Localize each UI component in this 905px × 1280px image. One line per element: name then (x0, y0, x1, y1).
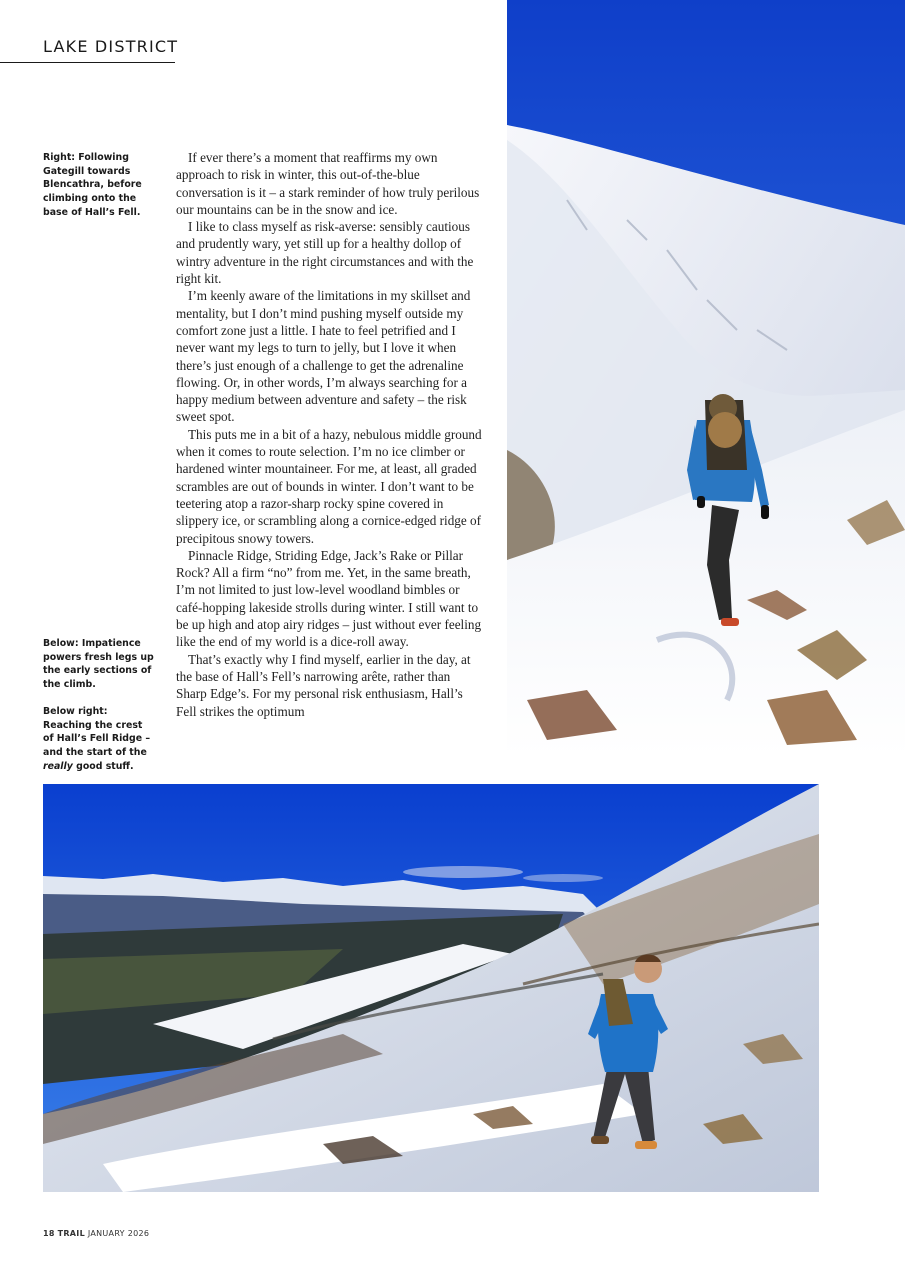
caption-right: Right: Following Gategill towards Blencathra, before climbing onto the base of Hall’s Fell. (43, 152, 142, 218)
article-paragraph: If ever there’s a moment that reaffirms my own approach to risk in winter, this out-of-the-blue conversation is it – a stark reminder of how truly perilous our mountains can be in the snow and ice. (176, 150, 480, 217)
page-footer (43, 1229, 149, 1238)
caption-below-right (43, 705, 155, 774)
issue-date: JANUARY 2026 (87, 1229, 150, 1238)
caption-below-right-text: Below right: Reaching the crest of Hall’s Fell Ridge – and the start of the (43, 706, 151, 759)
article-paragraph: That’s exactly why I find myself, earlier in the day, at the base of Hall’s Fell’s narrowing arête, rather than Sharp Edge’s. For my personal risk enthusiasm, Hall’s Fell strikes the optimum (176, 651, 471, 719)
article-paragraph: I like to class myself as risk-averse: sensibly cautious and prudently wary, yet still up for a healthy dollop of wintry adventure in the right circumstances and with the right kit. (176, 219, 474, 287)
article-paragraph: This puts me in a bit of a hazy, nebulous middle ground when it comes to route selection. I’m no ice climber or hardened winter mountaineer. For me, at least, all graded scrambles are out of bounds in winter. I don’t want to be teetering atop a razor-sharp rocky spine covered in slippery ice, or scrambling along a cornice-edged ridge of precipitous snowy towers. (176, 426, 482, 546)
caption-below: Below: Impatience powers fresh legs up the early sections of the climb. (43, 638, 154, 691)
caption-below-right-end: good stuff. (72, 760, 134, 772)
article-paragraph: Pinnacle Ridge, Striding Edge, Jack’s Rake or Pillar Rock? All a firm “no” from me. Yet, in the same breath, I’m not limited to just low-level woodland bimbles or café-hopping lakeside strolls during winter. I still want to be up high and atop airy ridges – just without ever feeling like the end of my world is a dice-roll away. (176, 547, 482, 650)
section-label: LAKE DISTRICT (43, 37, 179, 56)
magazine-name: TRAIL (57, 1229, 85, 1238)
article-paragraph: I’m keenly aware of the limitations in my skillset and mentality, but I don’t mind pushing myself outside my comfort zone just a little. I hate to feel petrified and I never want my legs to turn to jelly, but I love it when there’s just enough of a challenge to get the adrenaline flowing. Or, in other words, I’m always searching for a happy medium between adventure and safety – the risk sweet spot. (176, 288, 471, 425)
page-number: 18 (43, 1229, 55, 1238)
photo-valley-climb (43, 784, 819, 1192)
section-rule (0, 62, 175, 63)
photo-snowy-slope-hiker (507, 0, 905, 757)
caption-below-right-emphasis: really (43, 760, 73, 772)
article-body (176, 149, 483, 720)
